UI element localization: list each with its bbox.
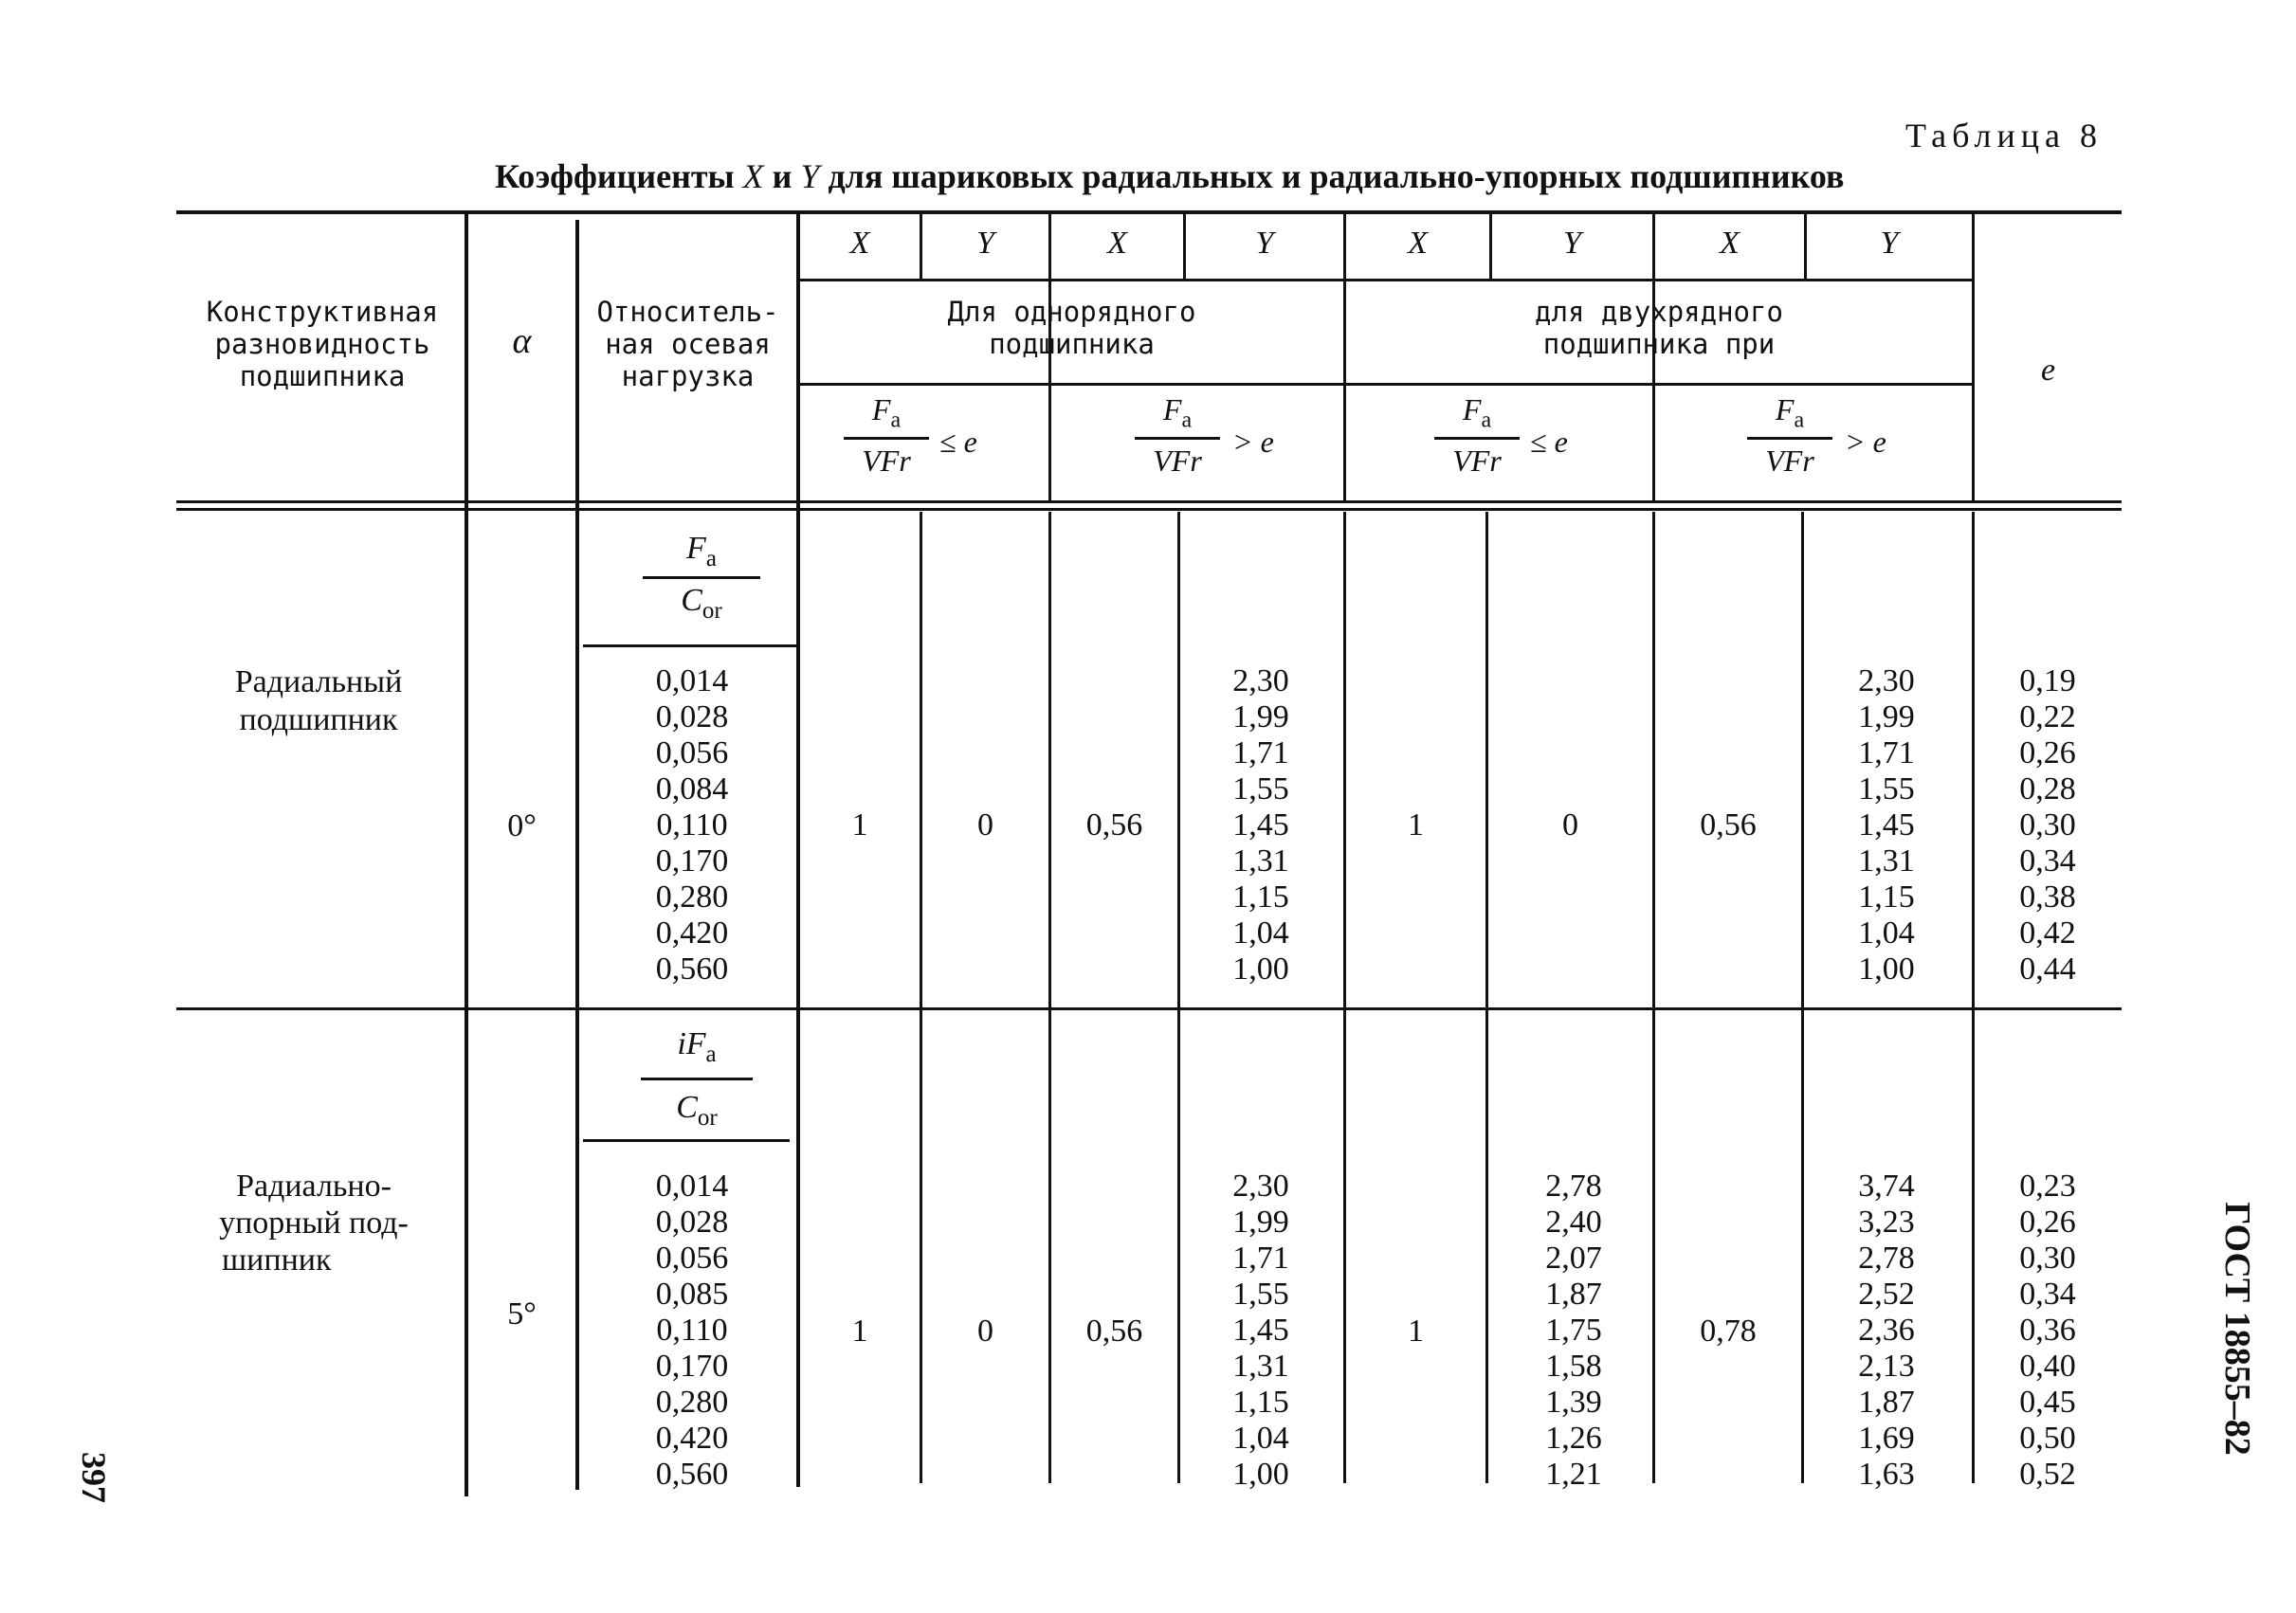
list-item: 0,42 bbox=[2019, 915, 2076, 951]
row2-double-gt-y bbox=[1820, 1169, 1953, 1493]
list-item: 1,45 bbox=[1232, 807, 1289, 843]
list-item: 0,26 bbox=[2019, 735, 2076, 770]
table-caption bbox=[495, 156, 1844, 196]
vrule-load bbox=[796, 212, 800, 1487]
list-item: 2,78 bbox=[1545, 1169, 1602, 1204]
condition-1-num: $F_a$ bbox=[871, 392, 902, 433]
condition-4-num: $F_a$ bbox=[1775, 392, 1805, 433]
list-item: 1,71 bbox=[1858, 735, 1915, 770]
list-item: 1,39 bbox=[1545, 1385, 1602, 1420]
row1-alpha: 0° bbox=[507, 808, 537, 843]
list-item: 1,15 bbox=[1232, 1385, 1289, 1420]
row2-type-line2: упорный под- bbox=[219, 1205, 409, 1241]
single-row-line1: Для однорядного bbox=[947, 296, 1196, 328]
list-item: 1,58 bbox=[1545, 1349, 1602, 1384]
list-item: 1,15 bbox=[1232, 879, 1289, 915]
condition-2-op: > e bbox=[1232, 425, 1274, 459]
row1-load-fraction bbox=[635, 531, 768, 625]
list-item: 1,04 bbox=[1858, 915, 1915, 951]
list-item: 0,170 bbox=[655, 843, 729, 879]
list-item: 2,13 bbox=[1858, 1349, 1915, 1384]
list-item: 2,07 bbox=[1545, 1241, 1602, 1276]
row1-single-gt-x: 0,56 bbox=[1085, 807, 1143, 843]
list-item: 2,40 bbox=[1545, 1205, 1602, 1240]
condition-1-den: VFr bbox=[862, 444, 911, 479]
list-item: 0,014 bbox=[655, 1169, 729, 1204]
col-e-header: e bbox=[2040, 353, 2056, 388]
condition-2-num: $F_a$ bbox=[1162, 392, 1193, 433]
single-row-line2: подшипника bbox=[989, 328, 1155, 360]
list-item: 0,44 bbox=[2019, 951, 2076, 987]
page-number: 397 bbox=[75, 1452, 113, 1503]
list-item: 1,04 bbox=[1232, 1421, 1289, 1456]
header-x-3: X bbox=[1408, 226, 1428, 261]
row2-load-den: $C_{or}$ bbox=[676, 1089, 718, 1131]
list-item: 0,028 bbox=[655, 699, 729, 734]
list-item: 0,056 bbox=[655, 1241, 729, 1276]
list-item: 1,87 bbox=[1545, 1277, 1602, 1312]
list-item: 0,26 bbox=[2019, 1205, 2076, 1240]
row2-double-gt-x: 0,78 bbox=[1700, 1314, 1757, 1349]
condition-2 bbox=[1130, 392, 1310, 497]
list-item: 1,45 bbox=[1858, 807, 1915, 843]
row2-e bbox=[1981, 1169, 2114, 1493]
list-item: 1,31 bbox=[1232, 843, 1289, 879]
caption-y: Y bbox=[800, 157, 820, 195]
row2-single-le-x: 1 bbox=[851, 1314, 868, 1349]
col-type-header bbox=[180, 296, 465, 392]
col-load-line3: нагрузка bbox=[621, 360, 755, 392]
list-item: 1,63 bbox=[1858, 1457, 1915, 1492]
list-item: 0,36 bbox=[2019, 1313, 2076, 1348]
list-item: 0,52 bbox=[2019, 1457, 2076, 1492]
list-item: 2,30 bbox=[1232, 663, 1289, 698]
list-item: 1,45 bbox=[1232, 1313, 1289, 1348]
xy-row-rule bbox=[799, 279, 1975, 281]
list-item: 0,28 bbox=[2019, 771, 2076, 806]
condition-3 bbox=[1430, 392, 1610, 497]
double-row-line1: для двухрядного bbox=[1535, 296, 1783, 328]
caption-part1: Коэффициенты bbox=[495, 157, 743, 195]
row2-alpha: 5° bbox=[507, 1296, 537, 1332]
row2-type bbox=[176, 1168, 451, 1278]
header-x-2: X bbox=[1107, 226, 1127, 261]
row1-single-le-x: 1 bbox=[851, 807, 868, 843]
list-item: 0,170 bbox=[655, 1349, 729, 1384]
list-item: 0,056 bbox=[655, 735, 729, 770]
list-item: 1,87 bbox=[1858, 1385, 1915, 1420]
list-item: 0,22 bbox=[2019, 699, 2076, 734]
vrule-body-3 bbox=[1177, 512, 1180, 1483]
list-item: 0,110 bbox=[656, 807, 728, 843]
standard-designation: ГОСТ 18855–82 bbox=[2217, 1202, 2257, 1456]
list-item: 0,40 bbox=[2019, 1349, 2076, 1384]
vrule-body-8 bbox=[1972, 512, 1975, 1483]
double-row-line2: подшипника при bbox=[1542, 328, 1776, 360]
list-item: 0,560 bbox=[655, 951, 729, 987]
list-item: 1,00 bbox=[1232, 951, 1289, 987]
group-head-rule bbox=[799, 383, 1975, 386]
col-load-header bbox=[579, 296, 796, 392]
load-underline-1 bbox=[583, 644, 799, 647]
row1-type-line1: Радиальный bbox=[234, 664, 403, 699]
row1-load-num: $F_a$ bbox=[686, 531, 717, 571]
row1-load-den: $C_{or}$ bbox=[681, 582, 722, 624]
condition-3-op: ≤ e bbox=[1530, 425, 1568, 459]
list-item: 0,280 bbox=[655, 879, 729, 915]
list-item: 1,71 bbox=[1232, 1241, 1289, 1276]
caption-x: X bbox=[742, 157, 764, 195]
row2-double-le-x: 1 bbox=[1408, 1314, 1424, 1349]
list-item: 0,014 bbox=[655, 663, 729, 698]
list-item: 1,75 bbox=[1545, 1313, 1602, 1348]
row1-double-le-y: 0 bbox=[1562, 807, 1578, 843]
condition-2-den: VFr bbox=[1153, 444, 1202, 479]
row2-type-line3: шипник bbox=[222, 1242, 332, 1278]
list-item: 0,19 bbox=[2019, 663, 2076, 698]
condition-1-op: ≤ e bbox=[939, 425, 977, 459]
list-item: 1,99 bbox=[1858, 699, 1915, 734]
list-item: 0,420 bbox=[655, 1421, 729, 1456]
list-item: 0,420 bbox=[655, 915, 729, 951]
header-y-3: Y bbox=[1563, 226, 1581, 261]
list-item: 1,69 bbox=[1858, 1421, 1915, 1456]
list-item: 3,23 bbox=[1858, 1205, 1915, 1240]
header-y-1: Y bbox=[976, 226, 994, 261]
vrule-alpha bbox=[575, 220, 579, 1490]
row2-single-gt-x: 0,56 bbox=[1085, 1314, 1143, 1349]
list-item: 1,55 bbox=[1232, 771, 1289, 806]
condition-4 bbox=[1742, 392, 1922, 497]
list-item: 0,34 bbox=[2019, 1277, 2076, 1312]
condition-1 bbox=[839, 392, 1019, 497]
list-item: 1,21 bbox=[1545, 1457, 1602, 1492]
col-type-line3: подшипника bbox=[239, 360, 406, 392]
row2-double-le-y bbox=[1507, 1169, 1640, 1493]
row2-loads bbox=[626, 1169, 758, 1493]
list-item: 1,31 bbox=[1858, 843, 1915, 879]
list-item: 0,30 bbox=[2019, 1241, 2076, 1276]
list-item: 2,30 bbox=[1232, 1169, 1289, 1204]
list-item: 1,55 bbox=[1858, 771, 1915, 806]
list-item: 3,74 bbox=[1858, 1169, 1915, 1204]
list-item: 0,110 bbox=[656, 1313, 728, 1348]
col-type-line1: Конструктивная bbox=[206, 296, 439, 328]
condition-4-den: VFr bbox=[1765, 444, 1814, 479]
list-item: 2,78 bbox=[1858, 1241, 1915, 1276]
row1-type bbox=[176, 663, 461, 739]
row1-loads bbox=[626, 663, 758, 988]
list-item: 1,99 bbox=[1232, 699, 1289, 734]
list-item: 0,085 bbox=[655, 1277, 729, 1312]
list-item: 0,280 bbox=[655, 1385, 729, 1420]
list-item: 1,71 bbox=[1232, 735, 1289, 770]
row2-single-gt-y bbox=[1194, 1169, 1327, 1493]
vrule-body-7 bbox=[1801, 512, 1804, 1483]
list-item: 2,30 bbox=[1858, 663, 1915, 698]
list-item: 0,084 bbox=[655, 771, 729, 806]
single-row-header bbox=[800, 296, 1343, 360]
list-item: 1,26 bbox=[1545, 1421, 1602, 1456]
table-number: Таблица 8 bbox=[1905, 117, 2103, 154]
vrule-body-5 bbox=[1485, 512, 1488, 1483]
list-item: 0,23 bbox=[2019, 1169, 2076, 1204]
list-item: 0,50 bbox=[2019, 1421, 2076, 1456]
col-load-line1: Относитель- bbox=[596, 296, 779, 328]
header-x-4: X bbox=[1720, 226, 1740, 261]
condition-3-den: VFr bbox=[1452, 444, 1502, 479]
list-item: 0,028 bbox=[655, 1205, 729, 1240]
condition-3-num: $F_a$ bbox=[1462, 392, 1492, 433]
list-item: 0,30 bbox=[2019, 807, 2076, 843]
row1-double-le-x: 1 bbox=[1408, 807, 1424, 843]
row1-type-line2: подшипник bbox=[239, 702, 398, 737]
list-item: 1,31 bbox=[1232, 1349, 1289, 1384]
row2-load-fraction bbox=[630, 1026, 763, 1132]
double-row-header bbox=[1346, 296, 1972, 360]
condition-4-op: > e bbox=[1845, 425, 1886, 459]
row1-double-gt-x: 0,56 bbox=[1700, 807, 1757, 843]
list-item: 0,34 bbox=[2019, 843, 2076, 879]
list-item: 1,00 bbox=[1232, 1457, 1289, 1492]
row2-type-line1: Радиально- bbox=[236, 1169, 392, 1204]
list-item: 1,55 bbox=[1232, 1277, 1289, 1312]
header-y-2: Y bbox=[1255, 226, 1274, 261]
row1-single-gt-y bbox=[1194, 663, 1327, 988]
list-item: 2,52 bbox=[1858, 1277, 1915, 1312]
col-type-line2: разновидность bbox=[214, 328, 430, 360]
row1-single-le-y: 0 bbox=[977, 807, 993, 843]
list-item: 0,45 bbox=[2019, 1385, 2076, 1420]
load-underline-2 bbox=[583, 1139, 790, 1142]
list-item: 2,36 bbox=[1858, 1313, 1915, 1348]
caption-part2: для шариковых радиальных и радиально-упорных подшипников bbox=[819, 157, 1845, 195]
col-alpha-header: α bbox=[512, 321, 532, 361]
row1-e bbox=[1981, 663, 2114, 988]
list-item: 1,99 bbox=[1232, 1205, 1289, 1240]
list-item: 1,00 bbox=[1858, 951, 1915, 987]
header-y-4: Y bbox=[1880, 226, 1899, 261]
caption-and: и bbox=[763, 157, 801, 195]
row2-single-le-y: 0 bbox=[977, 1314, 993, 1349]
header-x-1: X bbox=[849, 226, 870, 261]
list-item: 1,04 bbox=[1232, 915, 1289, 951]
list-item: 1,15 bbox=[1858, 879, 1915, 915]
list-item: 0,38 bbox=[2019, 879, 2076, 915]
row1-double-gt-y bbox=[1820, 663, 1953, 988]
col-load-line2: ная осевая bbox=[605, 328, 771, 360]
row2-load-num: $iF_a$ bbox=[677, 1026, 717, 1067]
list-item: 0,560 bbox=[655, 1457, 729, 1492]
